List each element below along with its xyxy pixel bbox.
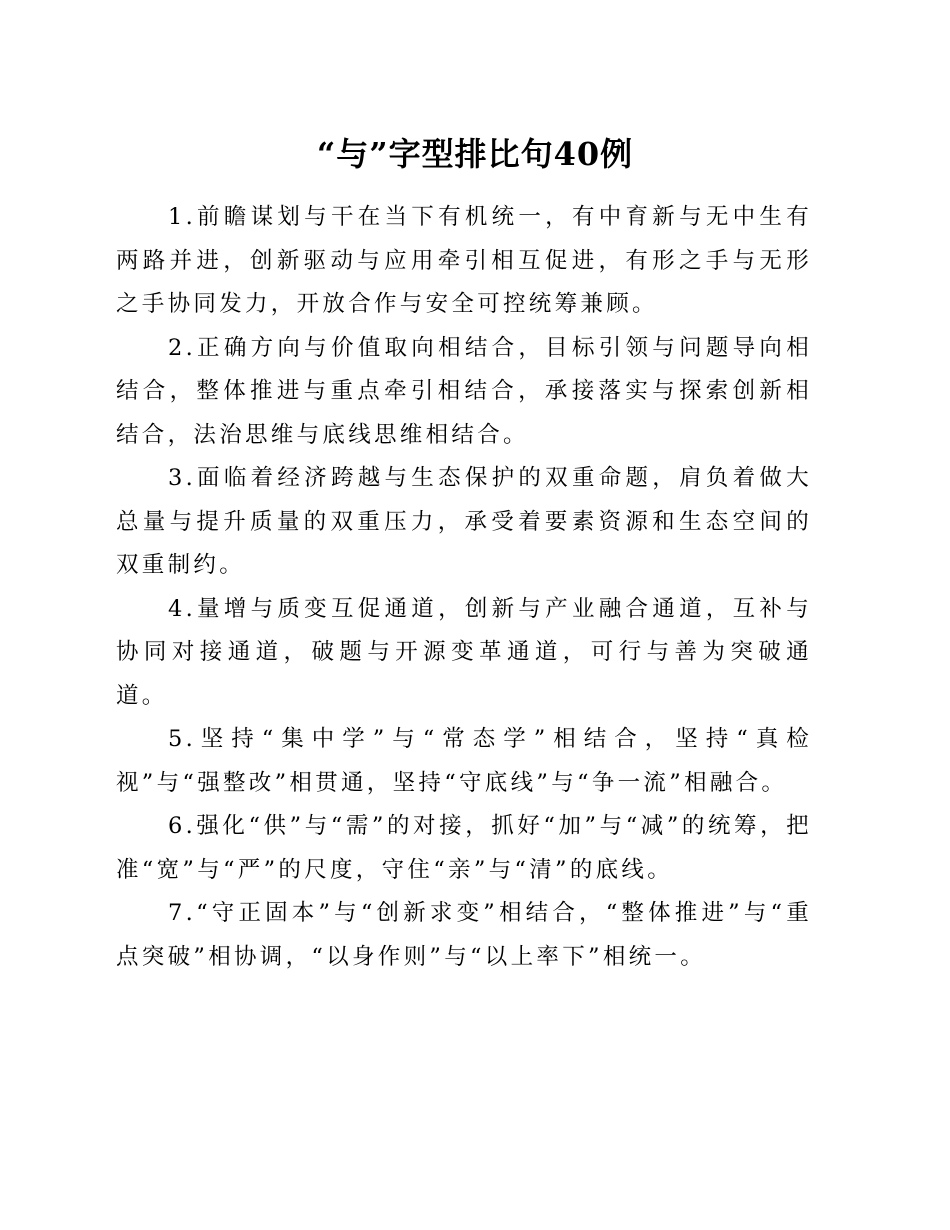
- paragraph-4: 4.量增与质变互促通道，创新与产业融合通道，互补与协同对接通道，破题与开源变革通道，可行与善为突破通道。: [116, 595, 812, 709]
- document-body: [116, 196, 812, 979]
- paragraph-6: 6.强化“供”与“需”的对接，抓好“加”与“减”的统筹，把准“宽”与“严”的尺度，守住“亲”与“清”的底线。: [116, 813, 812, 883]
- paragraph-5: 5.坚持“集中学”与“常态学”相结合，坚持“真检视”与“强整改”相贯通，坚持“守底线”与“争一流”相融合。: [116, 726, 812, 796]
- paragraph-2: 2.正确方向与价值取向相结合，目标引领与问题导向相结合，整体推进与重点牵引相结合，承接落实与探索创新相结合，法治思维与底线思维相结合。: [116, 334, 812, 448]
- paragraph-1: 1.前瞻谋划与干在当下有机统一，有中育新与无中生有两路并进，创新驱动与应用牵引相互促进，有形之手与无形之手协同发力，开放合作与安全可控统筹兼顾。: [116, 204, 812, 317]
- paragraph-3: 3.面临着经济跨越与生态保护的双重命题，肩负着做大总量与提升质量的双重压力，承受着要素资源和生态空间的双重制约。: [116, 465, 812, 578]
- document-title: “与”字型排比句40例: [316, 135, 634, 173]
- paragraph-7: 7.“守正固本”与“创新求变”相结合，“整体推进”与“重点突破”相协调，“以身作则”与“以上率下”相统一。: [116, 900, 812, 970]
